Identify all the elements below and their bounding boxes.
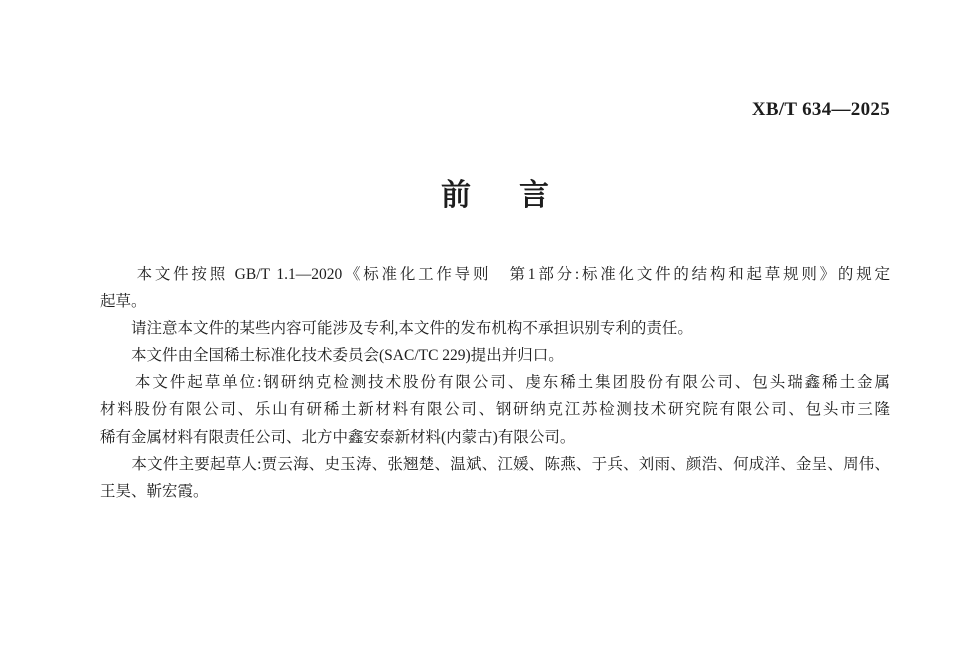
text-line: 本文件主要起草人:贾云海、史玉涛、张翘楚、温斌、江媛、陈燕、于兵、刘雨、颜浩、何成洋、金呈、周伟、 bbox=[100, 455, 890, 473]
text-line: 稀有金属材料有限责任公司、北方中鑫安泰新材料(内蒙古)有限公司。 bbox=[100, 428, 576, 446]
text-line: 本文件由全国稀土标准化技术委员会(SAC/TC 229)提出并归口。 bbox=[100, 347, 564, 365]
foreword-body bbox=[100, 261, 890, 505]
foreword-title bbox=[100, 181, 890, 211]
text-line: 材料股份有限公司、乐山有研稀土新材料有限公司、钢研纳克江苏检测技术研究院有限公司、包头市三隆 bbox=[100, 401, 890, 419]
text-line: 本文件起草单位:钢研纳克检测技术股份有限公司、虔东稀土集团股份有限公司、包头瑞鑫稀土金属 bbox=[100, 374, 890, 392]
foreword-title-char: 前 bbox=[441, 179, 471, 212]
text-line: 本文件按照 GB/T 1.1—2020《标准化工作导则 第1部分:标准化文件的结构和起草规则》的规定 bbox=[100, 266, 890, 283]
text-line: 起草。 bbox=[100, 293, 147, 311]
text-line: 王昊、靳宏霞。 bbox=[100, 482, 209, 500]
standard-number: XB/T 634—2025 bbox=[751, 99, 890, 120]
foreword-title-char: 言 bbox=[519, 179, 549, 212]
text-line: 请注意本文件的某些内容可能涉及专利,本文件的发布机构不承担识别专利的责任。 bbox=[100, 320, 693, 338]
